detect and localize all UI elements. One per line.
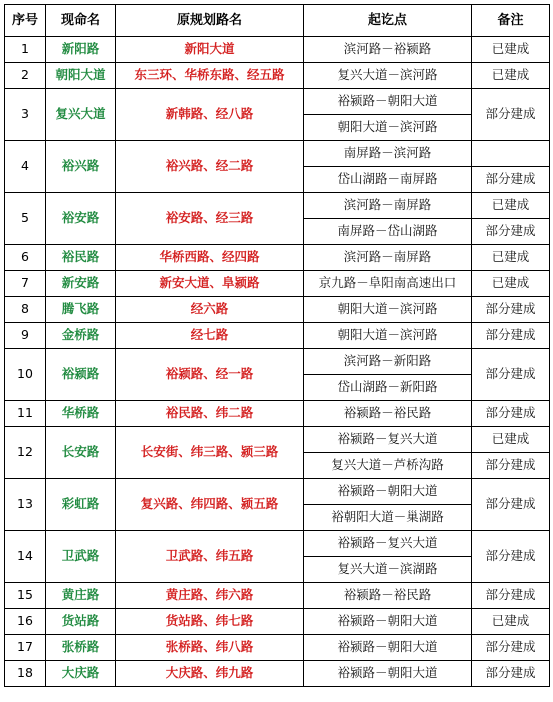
road-range: 裕颍路－裕民路 — [304, 583, 472, 609]
row-number: 7 — [5, 271, 46, 297]
row-number: 5 — [5, 193, 46, 245]
row-number: 16 — [5, 609, 46, 635]
current-road-name: 裕民路 — [46, 245, 116, 271]
build-status: 已建成 — [472, 245, 550, 271]
road-range: 裕朝阳大道－巢湖路 — [304, 505, 472, 531]
row-number: 4 — [5, 141, 46, 193]
current-road-name: 黄庄路 — [46, 583, 116, 609]
table-row — [5, 531, 550, 557]
road-range: 裕颍路－朝阳大道 — [304, 89, 472, 115]
header-name: 现命名 — [46, 5, 116, 37]
road-range: 裕颍路－朝阳大道 — [304, 479, 472, 505]
road-range: 滨河路－新阳路 — [304, 349, 472, 375]
row-number: 18 — [5, 661, 46, 687]
original-planned-name: 复兴路、纬四路、颍五路 — [116, 479, 304, 531]
current-road-name: 张桥路 — [46, 635, 116, 661]
build-status: 部分建成 — [472, 453, 550, 479]
current-road-name: 裕兴路 — [46, 141, 116, 193]
build-status: 已建成 — [472, 271, 550, 297]
row-number: 12 — [5, 427, 46, 479]
original-planned-name: 大庆路、纬九路 — [116, 661, 304, 687]
current-road-name: 大庆路 — [46, 661, 116, 687]
original-planned-name: 东三环、华桥东路、经五路 — [116, 63, 304, 89]
table-row — [5, 427, 550, 453]
road-range: 京九路－阜阳南高速出口 — [304, 271, 472, 297]
road-range: 复兴大道－滨河路 — [304, 63, 472, 89]
original-planned-name: 华桥西路、经四路 — [116, 245, 304, 271]
header-orig: 原规划路名 — [116, 5, 304, 37]
build-status: 部分建成 — [472, 89, 550, 141]
road-range: 滨河路－南屏路 — [304, 245, 472, 271]
row-number: 6 — [5, 245, 46, 271]
build-status: 部分建成 — [472, 401, 550, 427]
build-status: 部分建成 — [472, 661, 550, 687]
header-no: 序号 — [5, 5, 46, 37]
current-road-name: 华桥路 — [46, 401, 116, 427]
current-road-name: 长安路 — [46, 427, 116, 479]
road-range: 朝阳大道－滨河路 — [304, 297, 472, 323]
original-planned-name: 裕安路、经三路 — [116, 193, 304, 245]
road-range: 岱山湖路－新阳路 — [304, 375, 472, 401]
original-planned-name: 经六路 — [116, 297, 304, 323]
original-planned-name: 卫武路、纬五路 — [116, 531, 304, 583]
original-planned-name: 张桥路、纬八路 — [116, 635, 304, 661]
road-range: 朝阳大道－滨河路 — [304, 323, 472, 349]
table-row — [5, 583, 550, 609]
table-row — [5, 323, 550, 349]
road-range: 裕颍路－复兴大道 — [304, 531, 472, 557]
build-status: 部分建成 — [472, 349, 550, 401]
build-status: 部分建成 — [472, 583, 550, 609]
current-road-name: 复兴大道 — [46, 89, 116, 141]
table-row — [5, 661, 550, 687]
road-range: 复兴大道－芦桥沟路 — [304, 453, 472, 479]
build-status: 已建成 — [472, 63, 550, 89]
original-planned-name: 货站路、纬七路 — [116, 609, 304, 635]
row-number: 10 — [5, 349, 46, 401]
road-range: 裕颍路－朝阳大道 — [304, 609, 472, 635]
current-road-name: 货站路 — [46, 609, 116, 635]
build-status: 部分建成 — [472, 635, 550, 661]
current-road-name: 卫武路 — [46, 531, 116, 583]
original-planned-name: 新安大道、阜颍路 — [116, 271, 304, 297]
header-row — [5, 5, 550, 37]
table-row — [5, 297, 550, 323]
header-range: 起讫点 — [304, 5, 472, 37]
current-road-name: 裕颍路 — [46, 349, 116, 401]
build-status: 已建成 — [472, 427, 550, 453]
current-road-name: 腾飞路 — [46, 297, 116, 323]
row-number: 2 — [5, 63, 46, 89]
row-number: 13 — [5, 479, 46, 531]
table-row — [5, 479, 550, 505]
original-planned-name: 裕颍路、经一路 — [116, 349, 304, 401]
build-status — [472, 141, 550, 167]
road-range: 裕颍路－复兴大道 — [304, 427, 472, 453]
build-status: 部分建成 — [472, 167, 550, 193]
row-number: 11 — [5, 401, 46, 427]
road-range: 裕颍路－裕民路 — [304, 401, 472, 427]
original-planned-name: 经七路 — [116, 323, 304, 349]
road-naming-table — [4, 4, 550, 687]
original-planned-name: 新韩路、经八路 — [116, 89, 304, 141]
table-row — [5, 193, 550, 219]
row-number: 8 — [5, 297, 46, 323]
original-planned-name: 裕民路、纬二路 — [116, 401, 304, 427]
original-planned-name: 黄庄路、纬六路 — [116, 583, 304, 609]
build-status: 部分建成 — [472, 219, 550, 245]
current-road-name: 彩虹路 — [46, 479, 116, 531]
road-range: 南屏路－滨河路 — [304, 141, 472, 167]
build-status: 已建成 — [472, 193, 550, 219]
road-range: 复兴大道－滨湖路 — [304, 557, 472, 583]
table-row — [5, 89, 550, 115]
original-planned-name: 新阳大道 — [116, 37, 304, 63]
row-number: 17 — [5, 635, 46, 661]
row-number: 14 — [5, 531, 46, 583]
original-planned-name: 裕兴路、经二路 — [116, 141, 304, 193]
current-road-name: 朝阳大道 — [46, 63, 116, 89]
table-row — [5, 271, 550, 297]
row-number: 1 — [5, 37, 46, 63]
original-planned-name: 长安街、纬三路、颍三路 — [116, 427, 304, 479]
current-road-name: 裕安路 — [46, 193, 116, 245]
road-range: 岱山湖路－南屏路 — [304, 167, 472, 193]
table-row — [5, 401, 550, 427]
row-number: 9 — [5, 323, 46, 349]
current-road-name: 新安路 — [46, 271, 116, 297]
table-row — [5, 349, 550, 375]
header-note: 备注 — [472, 5, 550, 37]
build-status: 部分建成 — [472, 479, 550, 531]
road-range: 滨河路－南屏路 — [304, 193, 472, 219]
table-row — [5, 141, 550, 167]
table-row — [5, 63, 550, 89]
current-road-name: 金桥路 — [46, 323, 116, 349]
build-status: 部分建成 — [472, 297, 550, 323]
road-range: 裕颍路－朝阳大道 — [304, 635, 472, 661]
build-status: 部分建成 — [472, 531, 550, 583]
build-status: 已建成 — [472, 37, 550, 63]
build-status: 已建成 — [472, 609, 550, 635]
road-range: 朝阳大道－滨河路 — [304, 115, 472, 141]
row-number: 15 — [5, 583, 46, 609]
build-status: 部分建成 — [472, 323, 550, 349]
road-range: 滨河路－裕颍路 — [304, 37, 472, 63]
table-row — [5, 635, 550, 661]
road-range: 南屏路－岱山湖路 — [304, 219, 472, 245]
table-row — [5, 245, 550, 271]
table-row — [5, 37, 550, 63]
table-row — [5, 609, 550, 635]
current-road-name: 新阳路 — [46, 37, 116, 63]
table-body — [5, 37, 550, 687]
row-number: 3 — [5, 89, 46, 141]
road-range: 裕颍路－朝阳大道 — [304, 661, 472, 687]
